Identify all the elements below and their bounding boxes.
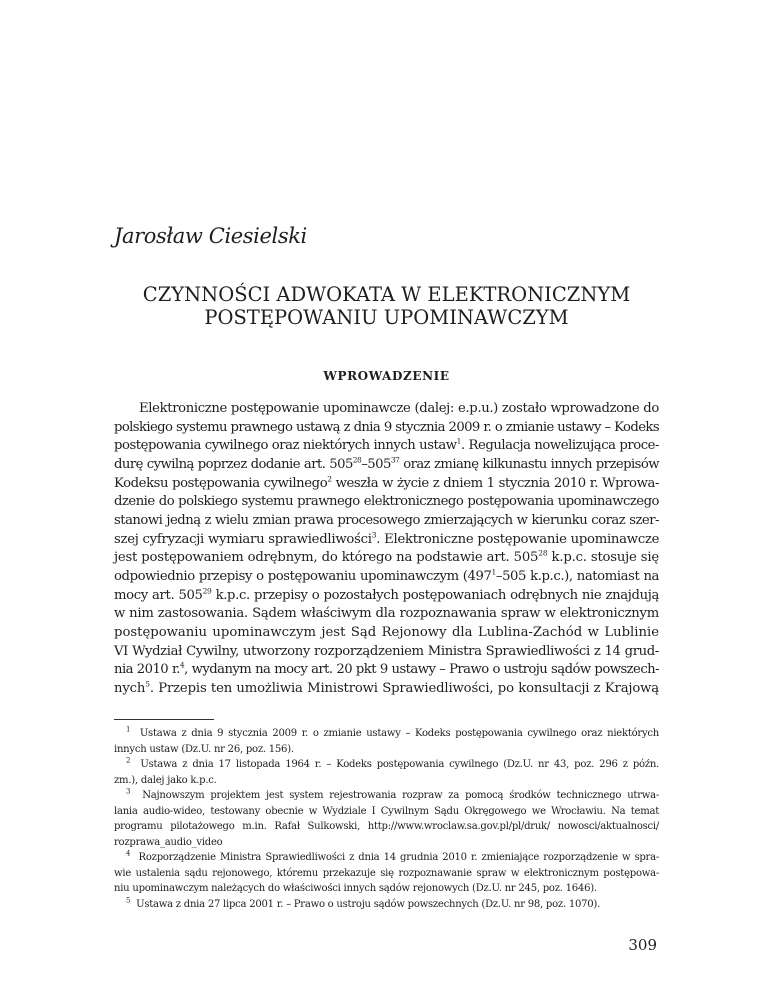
footnote-3-cont: lania audio-wideo, testowany obecnie w Wydziale I Cywilnym Sądu Okręgowego we Wrocławiu. Na temat [114, 805, 659, 817]
body-line: dzenie do polskiego systemu prawnego elektronicznego postępowania upominawczego [114, 494, 659, 510]
body-line: szej cyfryzacji wymiaru sprawiedliwości$^3$. Elektroniczne postępowanie upominawcze [114, 530, 660, 547]
title-line-2: POSTĘPOWANIU UPOMINAWCZYM [204, 306, 569, 329]
page-number: 309 [628, 936, 657, 954]
body-line: stanowi jedną z wielu zmian prawa procesowego zmierzających w kierunku coraz szer- [114, 512, 659, 528]
body-line: polskiego systemu prawnego ustawą z dnia 9 stycznia 2009 r. o zmianie ustawy – Kodeks [114, 419, 659, 435]
body-line: postępowania cywilnego oraz niektórych innych ustaw$^1$. Regulacja nowelizująca proce- [114, 436, 659, 454]
body-line: Kodeksu postępowania cywilnego$^2$ weszła w życie z dniem 1 stycznia 2010 r. Wprowa- [114, 474, 659, 491]
footnote-ref: 2 [327, 474, 332, 484]
footnotes [114, 726, 659, 913]
body-line: postępowaniu upominawczym jest Sąd Rejonowy dla Lublina-Zachód w Lublinie [114, 624, 659, 640]
footnote-ref: 5 [145, 679, 150, 689]
body-line: jest postępowaniem odrębnym, do którego na podstawie art. $505^{28}$ k.p.c. stosuje się [114, 548, 659, 566]
footnote-4-cont: niu upominawczym należących do właściwości innych sądów rejonowych (Dz.U. nr 245, poz. 1646). [114, 883, 597, 895]
footnote-1-cont: innych ustaw (Dz.U. nr 26, poz. 156). [114, 743, 294, 755]
footnote-4-cont: wie ustalenia sądu rejonowego, któremu przekazuje się rozpoznawanie spraw w elektronicznym postępowa- [114, 867, 659, 879]
title-line-1: CZYNNOŚCI ADWOKATA W ELEKTRONICZNYM [142, 283, 631, 306]
body-line: odpowiednio przepisy o postępowaniu upominawczym ($497^1-505$ k.p.c.), natomiast na [114, 567, 659, 584]
footnote-2-cont: zm.), dalej jako k.p.c. [114, 774, 217, 786]
body-line: nia 2010 r.$^4$, wydanym na mocy art. 20 pkt 9 ustawy – Prawo o ustroju sądów powszech- [114, 660, 659, 678]
footnote-1: $^1$ Ustawa z dnia 9 stycznia 2009 r. o zmianie ustawy – Kodeks postępowania cywilnego oraz niektórych [126, 725, 659, 739]
footnote-ref: 1 [456, 436, 461, 446]
author-name: Jarosław Ciesielski [114, 224, 307, 248]
body-line: Elektroniczne postępowanie upominawcze (dalej: e.p.u.) zostało wprowadzone do [139, 401, 659, 416]
section-heading: WPROWADZENIE [323, 369, 450, 383]
footnote-3-cont: rozprawa_audio_video [114, 836, 223, 848]
body-line: VI Wydział Cywilny, utworzony rozporządzeniem Ministra Sprawiedliwości z 14 grud- [114, 643, 659, 659]
body-line: nych$^5$. Przepis ten umożliwia Ministrowi Sprawiedliwości, po konsultacji z Krajową [114, 679, 659, 696]
body-line: mocy art. $505^{29}$ k.p.c. przepisy o pozostałych postępowaniach odrębnych nie znajdują [114, 586, 659, 603]
footnote-5: $^5$ Ustawa z dnia 27 lipca 2001 r. – Prawo o ustroju sądów powszechnych (Dz.U. nr 98, poz. 1070). [126, 896, 601, 911]
footnote-3: $^3$ Najnowszym projektem jest system rejestrowania rozpraw za pomocą środków technicznego utrwa- [126, 787, 660, 802]
body-line: w nim zastosowania. Sądem właściwym dla rozpoznawania spraw w elektronicznym [114, 606, 659, 622]
footnote-separator [114, 719, 214, 720]
footnote-ref: 4 [179, 660, 185, 670]
footnote-3-cont: programu pilotażowego m.in. Rafał Sulkowski, http://www.wroclaw.sa.gov.pl/pl/druk/ nowosci/aktualnosci/ [114, 821, 659, 833]
body-line: durę cywilną poprzez dodanie art. $505^{28}-505^{37}$ oraz zmianę kilkunastu innych przepisów [114, 455, 659, 472]
footnote-2: $^2$ Ustawa z dnia 17 listopada 1964 r. – Kodeks postępowania cywilnego (Dz.U. nr 43, poz. 296 z późn. [126, 756, 660, 771]
footnote-ref: 3 [371, 530, 377, 540]
footnote-4: $^4$ Rozporządzenie Ministra Sprawiedliwości z dnia 14 grudnia 2010 r. zmieniające rozporządzenie w spra- [126, 850, 659, 864]
body-paragraph [114, 400, 659, 699]
article-title [114, 283, 659, 329]
